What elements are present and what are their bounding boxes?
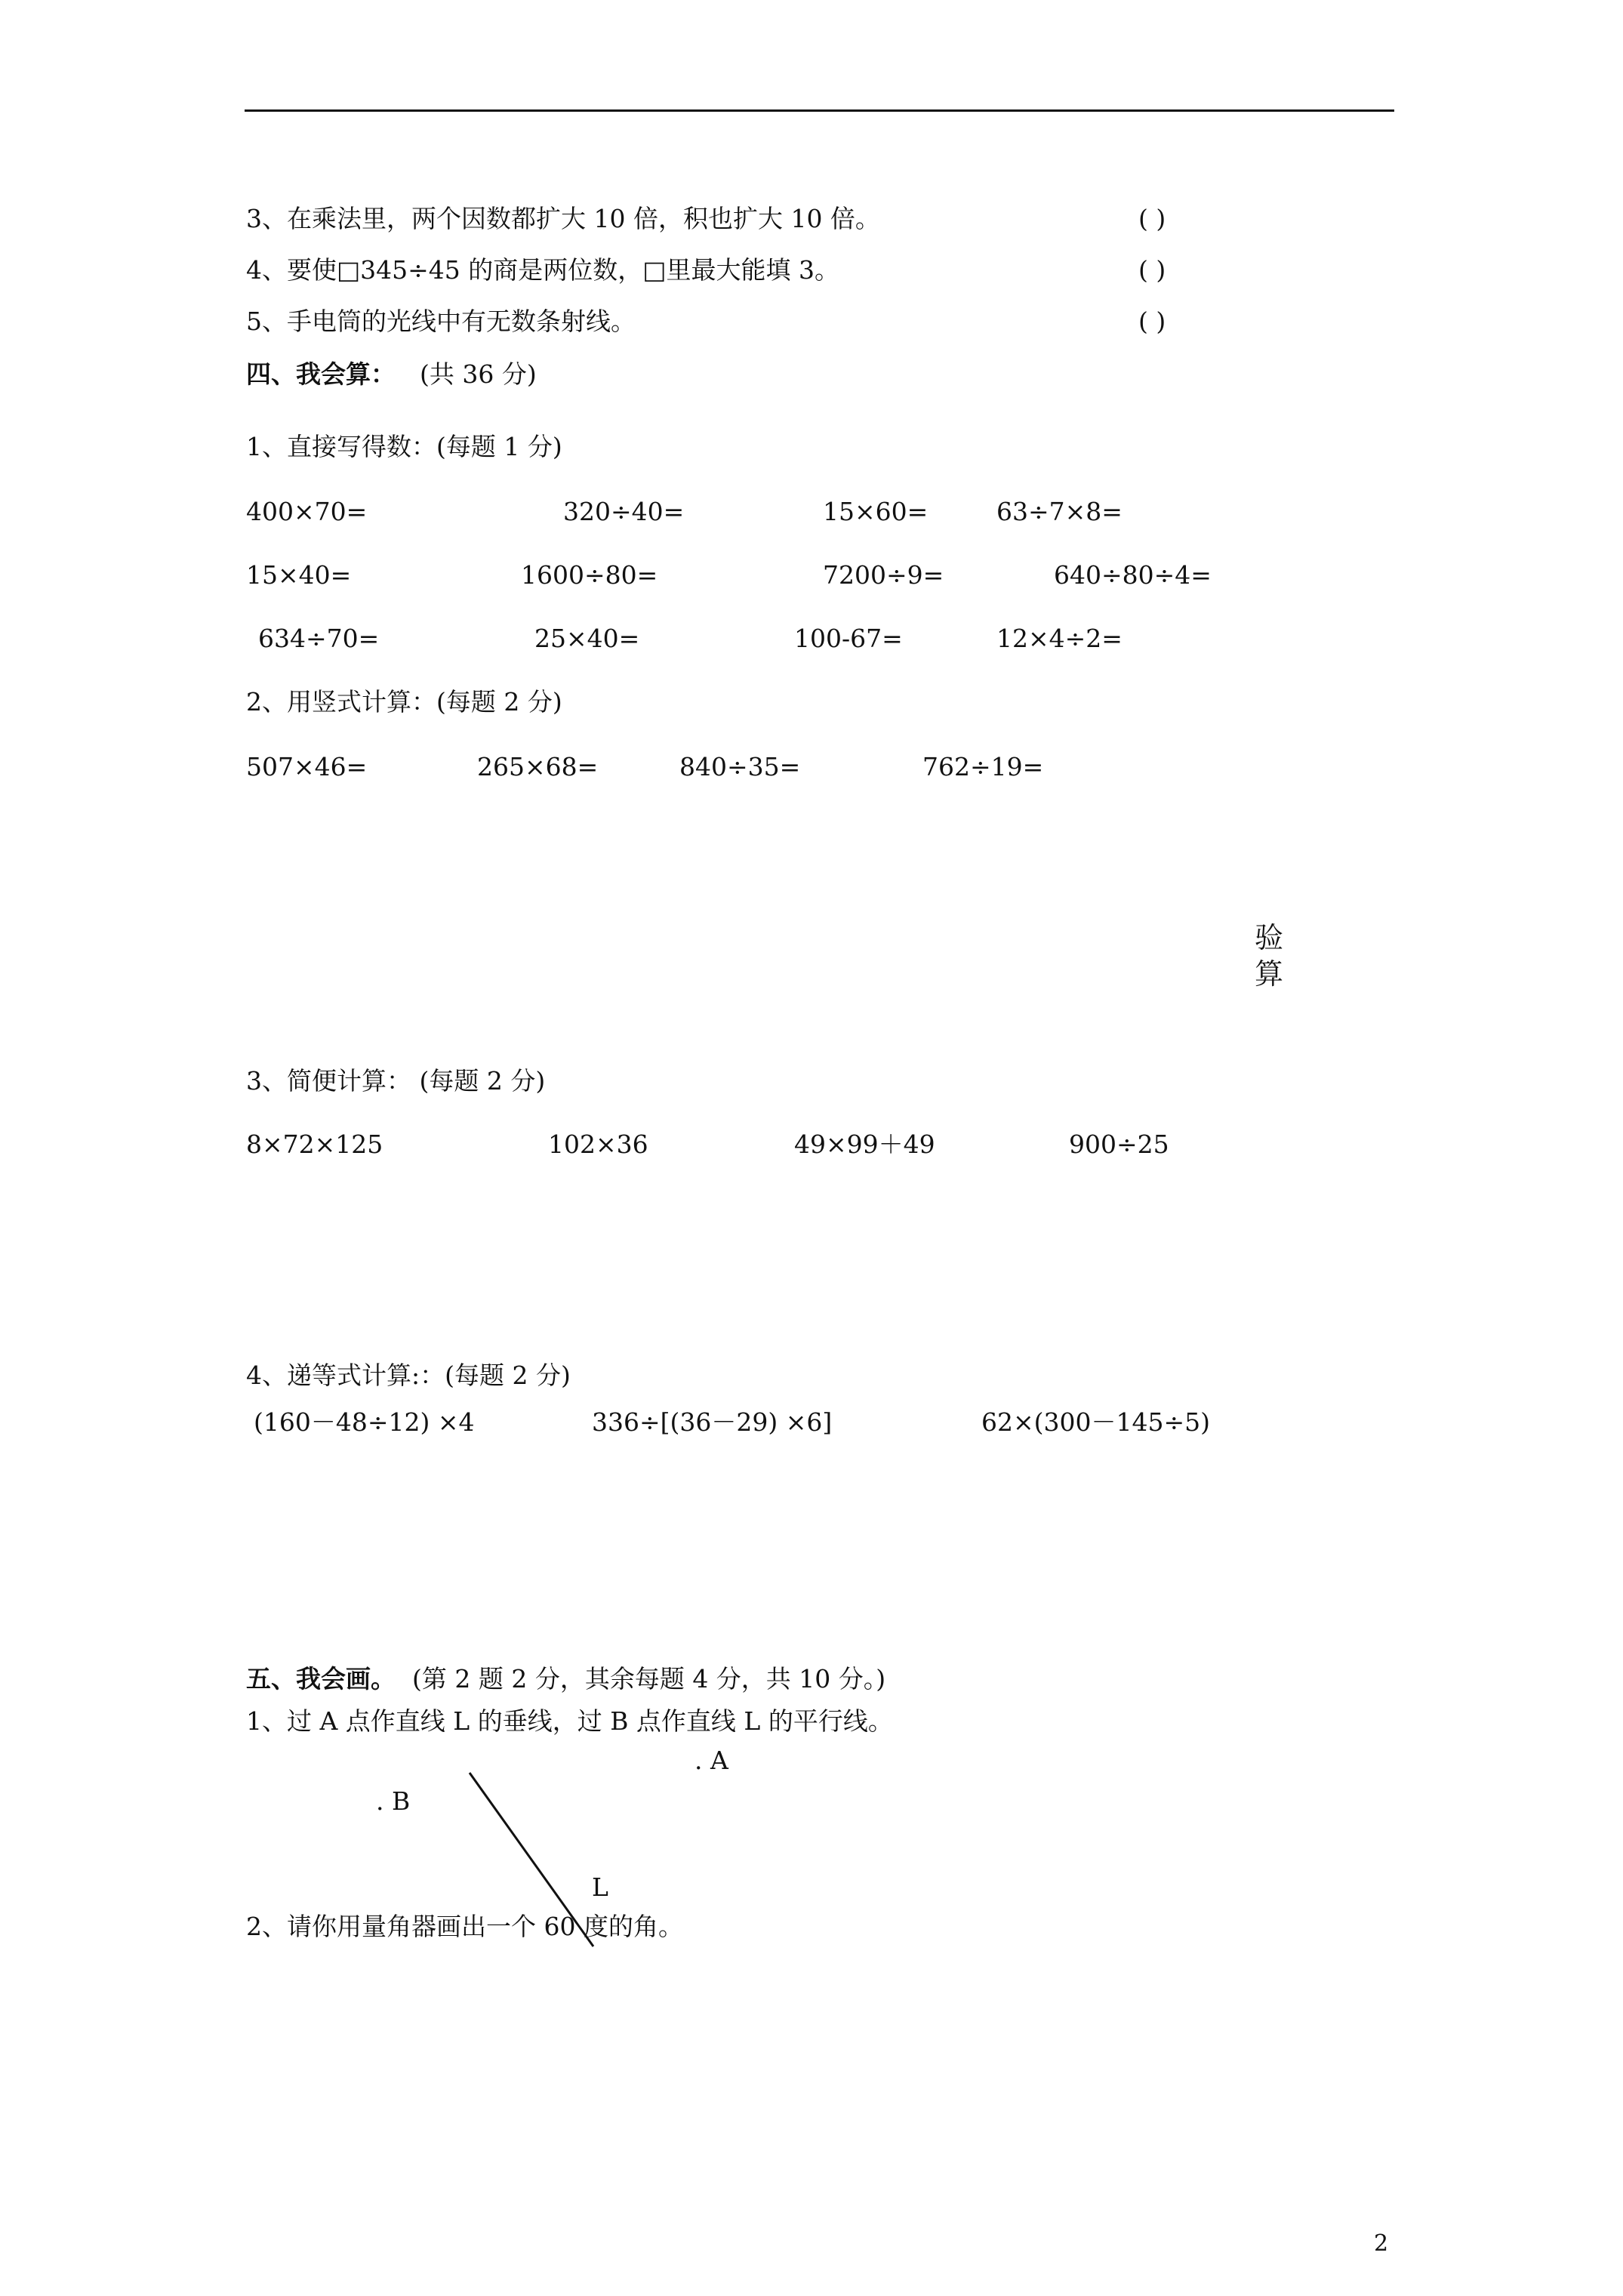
answer-paren-5[interactable]: ( ) [1138, 307, 1166, 336]
vertical-calc-item: 840÷35= [679, 752, 801, 781]
draw-question-2: 2、请你用量角器画出一个 60 度的角。 [246, 1912, 683, 1941]
oral-calc-item: 634÷70= [258, 624, 380, 653]
simplify-calc-item: 49×99＋49 [794, 1130, 935, 1159]
q4-label: 4、递等式计算:：(每题 2 分) [246, 1361, 571, 1390]
page-number: 2 [1374, 2230, 1389, 2257]
oral-calc-item: 25×40= [534, 624, 640, 653]
section-5-title: 五、我会画。 [246, 1664, 396, 1693]
point-a-label: . A [694, 1746, 728, 1775]
vertical-calc-item: 507×46= [246, 752, 368, 781]
answer-paren-4[interactable]: ( ) [1138, 255, 1166, 285]
section-5-score: (第 2 题 2 分，其余每题 4 分，共 10 分。) [412, 1664, 886, 1693]
oral-calc-item: 1600÷80= [521, 560, 658, 590]
answer-paren-3[interactable]: ( ) [1138, 204, 1166, 233]
step-calc-item: 336÷[(36－29) ×6] [592, 1407, 833, 1437]
oral-calc-item: 15×40= [246, 560, 352, 590]
oral-calc-item: 7200÷9= [823, 560, 944, 590]
simplify-calc-item: 102×36 [548, 1130, 648, 1159]
oral-calc-item: 320÷40= [563, 497, 685, 526]
check-label-char: 算 [1254, 957, 1283, 991]
line-l-label: L [592, 1872, 608, 1902]
simplify-calc-item: 900÷25 [1069, 1130, 1169, 1159]
vertical-calc-item: 762÷19= [922, 752, 1044, 781]
oral-calc-item: 400×70= [246, 497, 368, 526]
oral-calc-item: 15×60= [823, 497, 929, 526]
judge-question-5: 5、手电筒的光线中有无数条射线。 [246, 307, 636, 336]
oral-calc-item: 12×4÷2= [996, 624, 1123, 653]
section-4-score: (共 36 分) [420, 359, 537, 389]
oral-calc-item: 63÷7×8= [996, 497, 1123, 526]
draw-question-1: 1、过 A 点作直线 L 的垂线，过 B 点作直线 L 的平行线。 [246, 1706, 893, 1736]
judge-question-4: 4、要使□345÷45 的商是两位数，□里最大能填 3。 [246, 255, 839, 285]
judge-question-3: 3、在乘法里，两个因数都扩大 10 倍，积也扩大 10 倍。 [246, 204, 880, 233]
q3-label: 3、简便计算： (每题 2 分) [246, 1066, 546, 1096]
q1-label: 1、直接写得数：(每题 1 分) [246, 432, 562, 461]
simplify-calc-item: 8×72×125 [246, 1130, 383, 1159]
oral-calc-item: 100-67= [794, 624, 903, 653]
oral-calc-item: 640÷80÷4= [1054, 560, 1212, 590]
section-4-title: 四、我会算： [246, 359, 396, 389]
vertical-calc-item: 265×68= [477, 752, 599, 781]
q2-label: 2、用竖式计算：(每题 2 分) [246, 687, 562, 717]
check-label-char: 验 [1254, 921, 1283, 954]
step-calc-item: 62×(300－145÷5) [981, 1407, 1211, 1437]
step-calc-item: (160－48÷12) ×4 [254, 1407, 475, 1437]
point-b-label: . B [376, 1786, 411, 1816]
